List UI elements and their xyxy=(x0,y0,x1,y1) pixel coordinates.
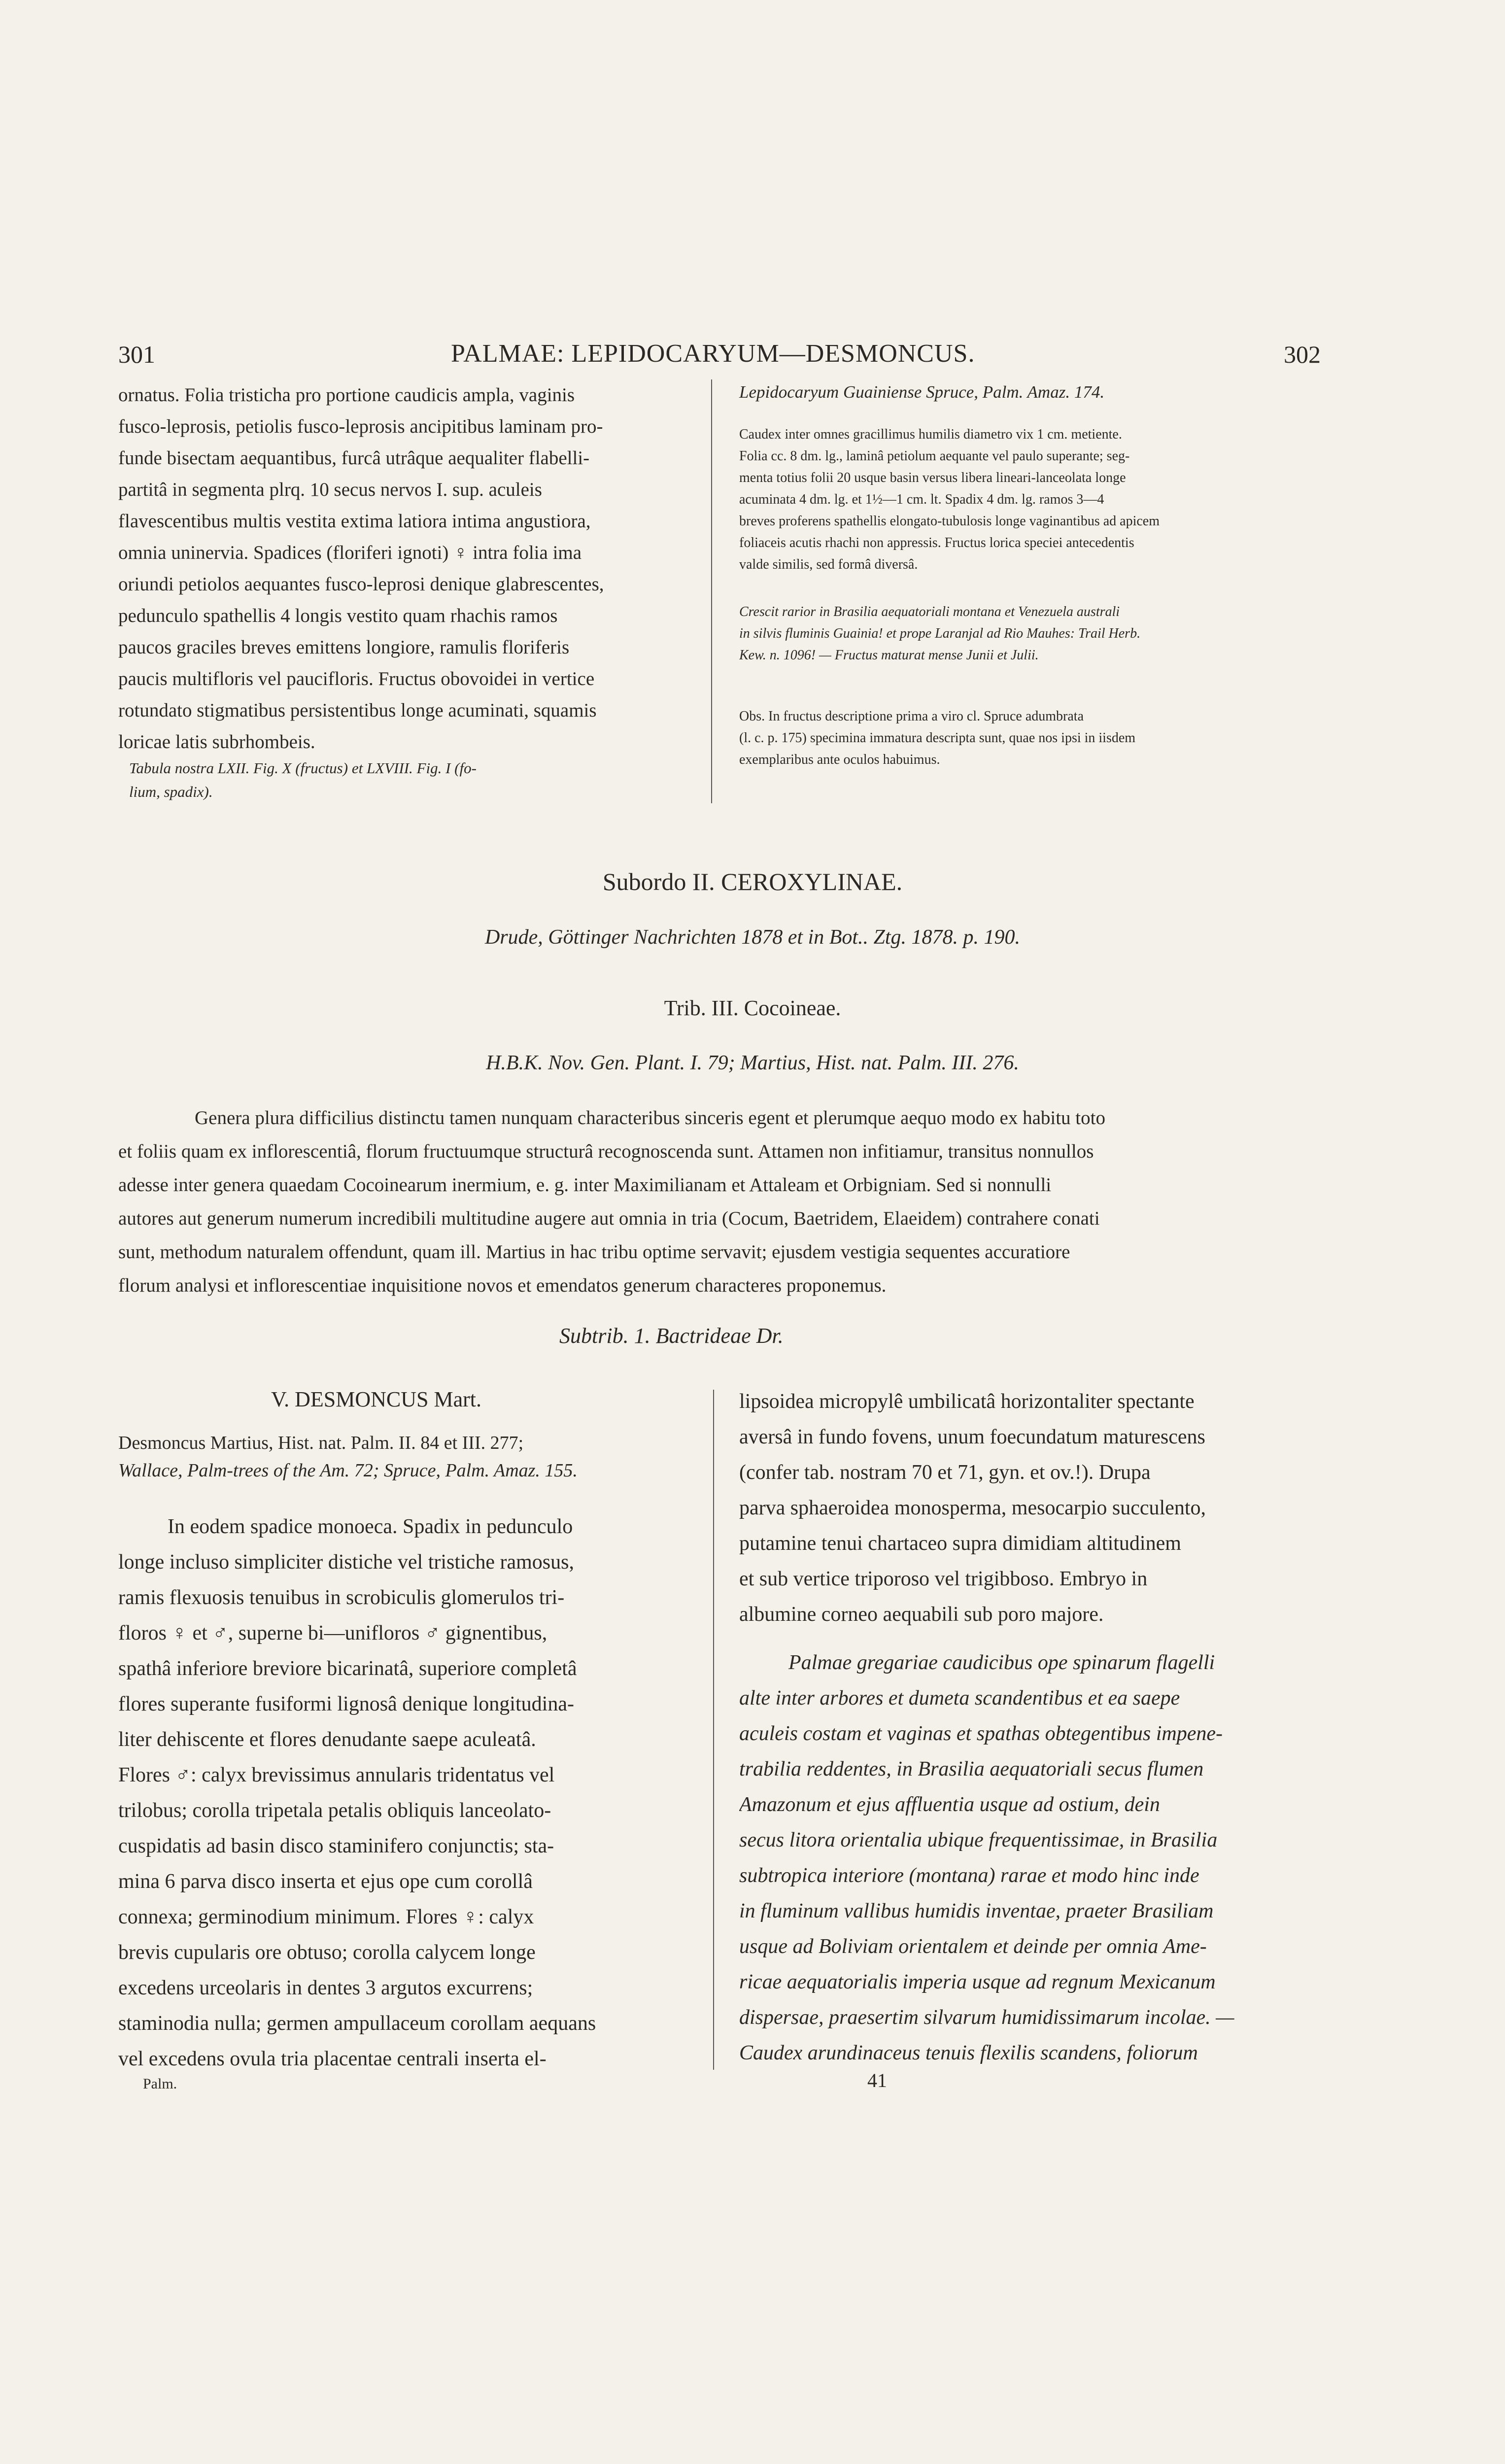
text-line: Wallace, Palm-trees of the Am. 72; Spruce, Palm. Amaz. 155. xyxy=(118,1460,578,1481)
text-line: Caudex inter omnes gracillimus humilis diametro vix 1 cm. metiente. xyxy=(739,427,1122,442)
genus-description-continued xyxy=(739,1384,1311,1632)
text-line: oriundi petiolos aequantes fusco-leprosi denique glabrescentes, xyxy=(118,574,604,595)
text-line: ornatus. Folia tristicha pro portione caudicis ampla, vaginis xyxy=(118,384,575,406)
text-line: fusco-leprosis, petiolis fusco-leprosis ancipitibus laminam pro- xyxy=(118,416,603,437)
text-line: lium, spadix). xyxy=(129,783,213,800)
text-line: menta totius folii 20 usque basin versus libera lineari-lanceolata longe xyxy=(739,470,1126,485)
text-line: aculeis costam et vaginas et spathas obtegentibus impene- xyxy=(739,1722,1223,1745)
text-line: In eodem spadice monoeca. Spadix in pedunculo xyxy=(168,1515,573,1538)
text-line: funde bisectam aequantibus, furcâ utrâque aequaliter flabelli- xyxy=(118,447,590,469)
text-line: paucis multifloris vel paucifloris. Fructus obovoidei in vertice xyxy=(118,668,595,689)
text-line: liter dehiscente et flores denudante saepe aculeatâ. xyxy=(118,1728,536,1751)
text-line: Kew. n. 1096! — Fructus maturat mense Junii et Julii. xyxy=(739,648,1039,663)
text-line: vel excedens ovula tria placentae centrali inserta el- xyxy=(118,2048,547,2070)
tabula-reference xyxy=(129,756,686,804)
text-line: parva sphaeroidea monosperma, mesocarpio succulento, xyxy=(739,1497,1206,1519)
text-line: staminodia nulla; germen ampullaceum corollam aequans xyxy=(118,2012,596,2035)
species-title: Lepidocaryum Guainiense Spruce, Palm. Amaz. 174. xyxy=(739,382,1105,402)
text-line: ricae aequatorialis imperia usque ad regnum Mexicanum xyxy=(739,1971,1216,1993)
column-divider xyxy=(711,379,712,803)
text-line: Flores ♂: calyx brevissimus annularis tridentatus vel xyxy=(118,1764,555,1786)
text-line: trilobus; corolla tripetala petalis obliquis lanceolato- xyxy=(118,1799,551,1822)
text-line: flavescentibus multis vestita extima latiora intima angustiora, xyxy=(118,511,591,532)
tribe-citation: H.B.K. Nov. Gen. Plant. I. 79; Martius, Hist. nat. Palm. III. 276. xyxy=(486,1052,1019,1074)
text-line: subtropica interiore (montana) rarae et modo hinc inde xyxy=(739,1864,1199,1887)
text-line: et foliis quam ex inflorescentiâ, florum fructuumque structurâ recognoscenda sunt. Attamen non infitiamur, transitus nonnullos xyxy=(118,1141,1094,1162)
text-line: Desmoncus Martius, Hist. nat. Palm. II. 84 et III. 277; xyxy=(118,1433,524,1453)
text-line: lipsoidea micropylê umbilicatâ horizontaliter spectante xyxy=(739,1390,1195,1413)
tribe-title: Trib. III. Cocoineae. xyxy=(664,996,841,1020)
text-line: autores aut generum numerum incredibili multitudine augere aut omnia in tria (Cocum, Baetridem, Elaeidem) contrahere conati xyxy=(118,1208,1100,1229)
species-description xyxy=(739,424,1311,576)
running-head: PALMAE: LEPIDOCARYUM—DESMONCUS. xyxy=(451,340,975,368)
text-line: acuminata 4 dm. lg. et 1½—1 cm. lt. Spadix 4 dm. lg. ramos 3—4 xyxy=(739,492,1104,507)
text-line: flores superante fusiformi lignosâ denique longitudina- xyxy=(118,1693,574,1715)
text-line: florum analysi et inflorescentiae inquisitione novos et emendatos generum characteres proponemus. xyxy=(118,1275,887,1296)
signature-mark: Palm. xyxy=(143,2076,177,2092)
text-line: alte inter arbores et dumeta scandentibus et ea saepe xyxy=(739,1687,1180,1710)
text-line: putamine tenui chartaceo supra dimidiam altitudinem xyxy=(739,1532,1181,1555)
text-line: aversâ in fundo fovens, unum foecundatum maturescens xyxy=(739,1426,1205,1448)
text-line: brevis cupularis ore obtuso; corolla calycem longe xyxy=(118,1941,536,1964)
text-line: breves proferens spathellis elongato-tubulosis longe vaginantibus ad apicem xyxy=(739,513,1160,529)
text-line: spathâ inferiore breviore bicarinatâ, superiore completâ xyxy=(118,1657,577,1680)
suborder-citation: Drude, Göttinger Nachrichten 1878 et in Bot.. Ztg. 1878. p. 190. xyxy=(484,926,1021,949)
text-line: (confer tab. nostram 70 et 71, gyn. et ov.!). Drupa xyxy=(739,1461,1151,1484)
text-line: trabilia reddentes, in Brasilia aequatoriali secus flumen xyxy=(739,1758,1204,1780)
text-line: floros ♀ et ♂, superne bi—unifloros ♂ gignentibus, xyxy=(118,1622,547,1644)
text-line: connexa; germinodium minimum. Flores ♀: calyx xyxy=(118,1906,534,1928)
text-line: dispersae, praesertim silvarum humidissimarum incolae. — xyxy=(739,2006,1234,2029)
gathering-signature: 41 xyxy=(867,2069,887,2091)
text-line: sunt, methodum naturalem offendunt, quam ill. Martius in hac tribu optime servavit; ejusdem vestigia sequentes accuratiore xyxy=(118,1241,1070,1263)
subtribe-title: Subtrib. 1. Bactrideae Dr. xyxy=(559,1324,784,1348)
text-line: Caudex arundinaceus tenuis flexilis scandens, foliorum xyxy=(739,2042,1198,2064)
text-line: Folia cc. 8 dm. lg., laminâ petiolum aequante vel paulo superante; seg- xyxy=(739,448,1130,464)
text-line: excedens urceolaris in dentes 3 argutos excurrens; xyxy=(118,1977,533,1999)
text-line: foliaceis acutis rhachi non appressis. Fructus lorica speciei antecedentis xyxy=(739,535,1134,550)
genus-habitat xyxy=(739,1645,1311,2071)
text-line: albumine corneo aequabili sub poro majore. xyxy=(739,1603,1104,1626)
text-line: longe incluso simpliciter distiche vel tristiche ramosus, xyxy=(118,1551,574,1574)
text-line: in silvis fluminis Guainia! et prope Laranjal ad Rio Mauhes: Trail Herb. xyxy=(739,626,1141,641)
text-line: omnia uninervia. Spadices (floriferi ignoti) ♀ intra folia ima xyxy=(118,542,582,563)
text-line: mina 6 parva disco inserta et ejus ope cum corollâ xyxy=(118,1870,533,1893)
text-line: pedunculo spathellis 4 longis vestito quam rhachis ramos xyxy=(118,605,558,626)
species-habitat xyxy=(739,601,1311,666)
text-line: Genera plura difficilius distinctu tamen nunquam characteribus sinceris egent et plerumque aequo modo ex habitu toto xyxy=(195,1107,1105,1129)
genera-paragraph xyxy=(118,1101,1311,1302)
text-line: Obs. In fructus descriptione prima a viro cl. Spruce adumbrata xyxy=(739,709,1084,724)
genus-description xyxy=(118,1509,690,2077)
text-line: valde similis, sed formâ diversâ. xyxy=(739,557,918,572)
text-line: ramis flexuosis tenuibus in scrobiculis glomerulos tri- xyxy=(118,1586,565,1609)
text-line: usque ad Boliviam orientalem et deinde per omnia Ame- xyxy=(739,1935,1207,1958)
text-line: et sub vertice triporoso vel trigibboso. Embryo in xyxy=(739,1568,1148,1590)
text-line: Amazonum et ejus affluentia usque ad ostium, dein xyxy=(739,1793,1160,1816)
genus-citation xyxy=(118,1429,690,1484)
text-line: Crescit rarior in Brasilia aequatoriali montana et Venezuela australi xyxy=(739,604,1120,619)
right-page-number: 302 xyxy=(1284,341,1321,368)
top-left-column xyxy=(118,379,687,758)
text-line: Tabula nostra LXII. Fig. X (fructus) et LXVIII. Fig. I (fo- xyxy=(129,759,477,777)
text-line: cuspidatis ad basin disco staminifero conjunctis; sta- xyxy=(118,1835,554,1857)
left-page-number: 301 xyxy=(118,341,155,368)
genus-title: V. DESMONCUS Mart. xyxy=(271,1387,482,1411)
text-line: exemplaribus ante oculos habuimus. xyxy=(739,752,940,767)
text-line: loricae latis subrhombeis. xyxy=(118,731,315,753)
column-divider-bottom xyxy=(713,1390,714,2070)
text-line: (l. c. p. 175) specimina immatura descripta sunt, quae nos ipsi in iisdem xyxy=(739,730,1136,746)
text-line: in fluminum vallibus humidis inventae, praeter Brasiliam xyxy=(739,1900,1214,1922)
text-line: partitâ in segmenta plrq. 10 secus nervos I. sup. aculeis xyxy=(118,479,542,500)
text-line: adesse inter genera quaedam Cocoinearum inermium, e. g. inter Maximilianam et Attaleam et Orbigniam. Sed si nonnulli xyxy=(118,1174,1052,1196)
text-line: secus litora orientalia ubique frequentissimae, in Brasilia xyxy=(739,1829,1218,1851)
text-line: Palmae gregariae caudicibus ope spinarum flagelli xyxy=(788,1651,1215,1674)
suborder-title: Subordo II. CEROXYLINAE. xyxy=(602,868,903,895)
species-observation xyxy=(739,706,1311,771)
text-line: rotundato stigmatibus persistentibus longe acuminati, squamis xyxy=(118,700,597,721)
text-line: paucos graciles breves emittens longiore, ramulis floriferis xyxy=(118,637,570,658)
